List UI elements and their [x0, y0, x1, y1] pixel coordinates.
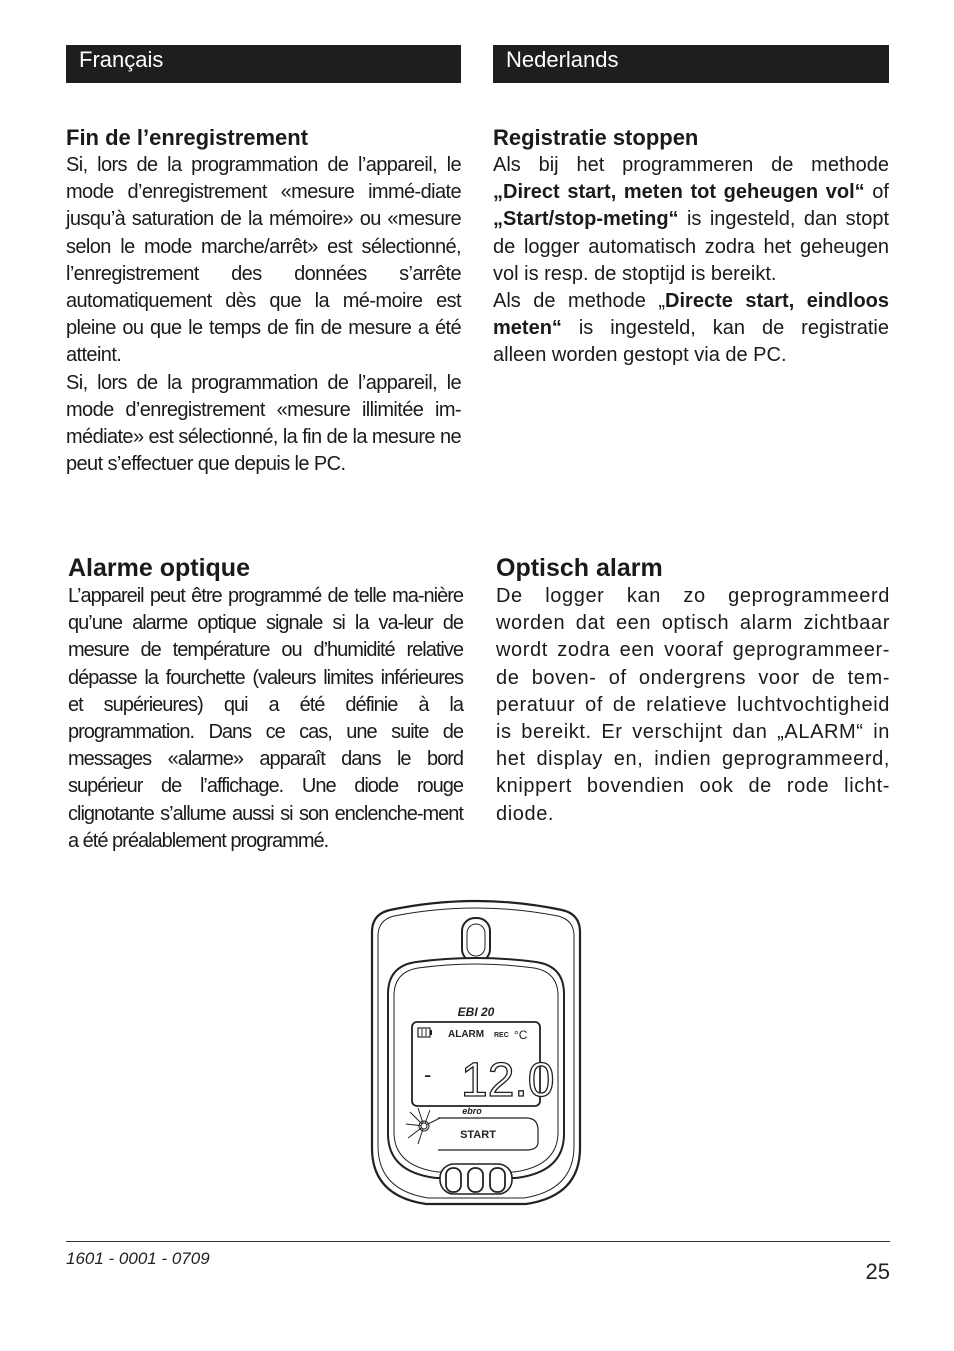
brand-logo: ebro — [462, 1106, 482, 1116]
paragraph: Si, lors de la programmation de l’appareil, le mode d’enregistrement «mesure illimitée im-médiate» est sélectionné, la fin de la mesure ne peut s’effectuer que depuis le PC. — [66, 371, 461, 476]
rec-indicator: REC — [494, 1032, 509, 1039]
device-button-middle — [468, 1168, 483, 1192]
french-section-stop-recording — [66, 124, 461, 478]
section-heading: Registratie stoppen — [493, 125, 699, 150]
language-bar-dutch — [493, 45, 889, 83]
device-button-right — [490, 1168, 505, 1192]
sign-readout: - — [424, 1062, 432, 1087]
paragraph: De logger kan zo geprogrammeerd worden dat een optisch alarm zichtbaar wordt zodra een vooraf geprogrammeer-de boven- of ondergrens voor de tem-peratuur of de relatieve luchtvochtigheid is bereikt. Er verschijnt dan „ALARM“ in het display en, indien geprogrammeerd, knippert bovendien ook de rode licht-diode. — [496, 585, 890, 825]
data-logger-illustration — [366, 896, 586, 1208]
paragraph: Si, lors de la programmation de l’appareil, le mode d’enregistrement «mesure immé-diate jusqu’à saturation de la mémoire» ou «mesure selon le mode marche/arrêt» est sélectionné, l’enregistrement des données s’arrête automatiquement dès que la mé-moire est pleine ou que le temps de fin de mesure a été atteint. — [66, 154, 461, 367]
footer-divider — [66, 1241, 890, 1242]
dutch-section-stop-recording — [493, 124, 889, 370]
language-label: Nederlands — [506, 47, 619, 72]
paragraph: L’appareil peut être programmé de telle ma-nière qu’une alarme optique signale si la va-leur de mesure de température ou d’humidité relative dépasse la fourchette (valeurs limites inférieures et supérieures) qui a été définie à la programmation. Dans ce cas, une suite de messages «alarme» apparaît dans le bord supérieur de l’affichage. Une diode rouge clignotante s’allume aussi si son enclenche-ment a été préalablement programmé. — [68, 585, 463, 852]
page-number: 25 — [865, 1259, 890, 1284]
device-button-left — [446, 1168, 461, 1192]
section-heading: Alarme optique — [68, 554, 250, 582]
french-section-optical-alarm — [68, 553, 463, 855]
start-button-label: START — [460, 1129, 496, 1141]
section-heading: Optisch alarm — [496, 554, 663, 582]
model-label: EBI 20 — [457, 1005, 495, 1019]
document-code: 1601 - 0001 - 0709 — [66, 1249, 210, 1268]
dutch-section-optical-alarm — [496, 553, 890, 828]
paragraph: Als bij het programmeren de methode „Direct start, meten tot geheugen vol“ of „Start/stop-meting“ is ingesteld, dan stopt de logger automatisch zodra het geheugen vol is resp. de stoptijd is bereikt. — [493, 154, 889, 285]
unit-indicator: °C — [514, 1028, 528, 1042]
alarm-indicator: ALARM — [448, 1029, 485, 1040]
paragraph: Als de methode „Directe start, eindloos meten“ is ingesteld, kan de registratie alleen worden gestopt via de PC. — [493, 290, 889, 367]
language-bar-french — [66, 45, 461, 83]
section-heading: Fin de l’enregistrement — [66, 125, 309, 150]
language-label: Français — [79, 47, 164, 72]
value-readout: 12.0 — [461, 1054, 555, 1107]
